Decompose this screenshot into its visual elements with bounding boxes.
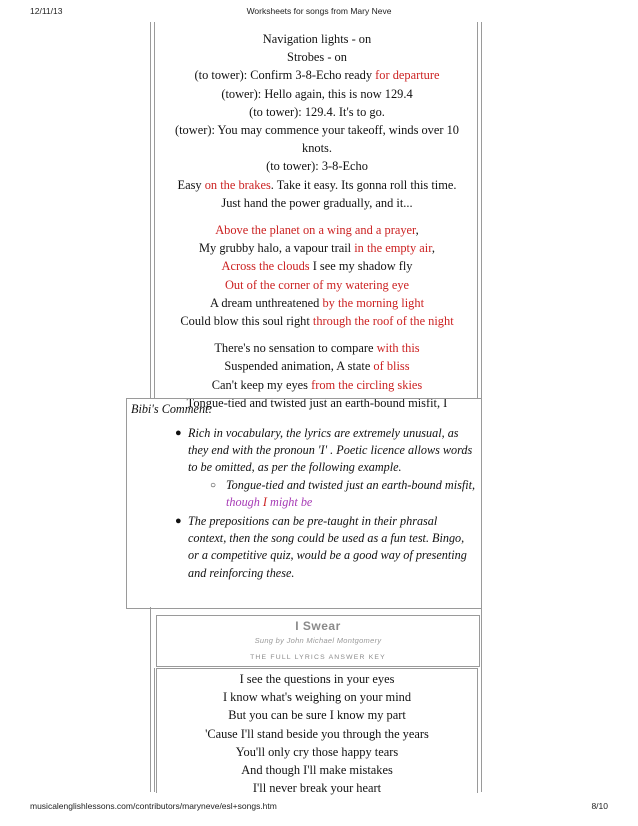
- lyric-highlight: of bliss: [373, 359, 410, 374]
- lyric-line: [156, 294, 478, 312]
- song-header: [156, 615, 480, 667]
- omitted-word-i: I: [262, 494, 267, 509]
- lyric-line: [156, 157, 478, 175]
- song-title: I Swear: [295, 619, 341, 633]
- lyric-highlight: in the empty air: [354, 241, 432, 256]
- song-lyric-line: And though I'll make mistakes: [241, 763, 393, 778]
- song-lyric-line: I know what's weighing on your mind: [222, 690, 412, 705]
- lyric-text: (to tower): 129.4. It's to go.: [249, 104, 385, 119]
- answer-key-label: THE FULL LYRICS ANSWER KEY: [250, 654, 386, 661]
- page-footer: [0, 801, 638, 815]
- comment-list: [127, 425, 476, 584]
- lyric-text: knots.: [302, 141, 332, 156]
- frame-line-left-outer: [150, 22, 151, 398]
- song-lyric-line: 'Cause I'll stand beside you through the years: [205, 726, 429, 741]
- lyric-text: Just hand the power gradually, and it...: [221, 195, 413, 210]
- page-title: Worksheets for songs from Mary Neve: [246, 6, 392, 16]
- lyric-text: I see my shadow fly: [309, 259, 413, 274]
- page-number: 8/10: [591, 801, 608, 811]
- lyric-text: ,: [431, 241, 435, 256]
- song-lyric-line: I'll never break your heart: [252, 781, 382, 796]
- comment-bullet-text: Rich in vocabulary, the lyrics are extremely unusual, as they end with the pronoun 'I' . Poetic licence allows words to be omitted, as per the following example.: [188, 426, 473, 475]
- lyric-line: [156, 103, 478, 121]
- sub-example-text: Tongue-tied and twisted just an earth-bound misfit,: [226, 477, 476, 492]
- lyric-highlight: Above the planet on a wing and a prayer: [215, 223, 416, 238]
- lyric-text: . Take it easy. Its gonna roll this time.: [270, 177, 457, 192]
- omitted-word-though: though: [226, 494, 260, 509]
- frame-line-right-outer-lower: [481, 607, 482, 792]
- lyric-line: [156, 239, 478, 257]
- song-lyrics: [156, 670, 478, 797]
- lyric-text: (tower): Hello again, this is now 129.4: [221, 86, 413, 101]
- comment-bullet: [175, 425, 476, 511]
- print-date: 12/11/13: [30, 6, 63, 16]
- lyric-highlight: with this: [376, 341, 420, 356]
- lyric-text: (to tower): 3-8-Echo: [266, 159, 368, 174]
- lyric-highlight: for departure: [375, 68, 440, 83]
- lyric-line: [156, 48, 478, 66]
- lyric-text: Could blow this soul right: [180, 314, 313, 329]
- bullet-dot-icon: ●: [175, 427, 182, 439]
- lyric-line: [156, 357, 478, 375]
- lyric-text: My grubby halo, a vapour trail: [199, 241, 355, 256]
- comment-bullet: [175, 513, 476, 582]
- lyric-line: [156, 376, 478, 394]
- frame-line-left-inner-lower: [154, 668, 155, 792]
- lyric-line: [156, 66, 478, 84]
- lyric-text: Can't keep my eyes: [211, 377, 312, 392]
- comment-sublist: [188, 477, 476, 511]
- lyric-highlight: by the morning light: [322, 295, 425, 310]
- page-header: [0, 6, 638, 20]
- lyric-text: (to tower): Confirm 3-8-Echo ready: [194, 68, 376, 83]
- lyric-text: There's no sensation to compare: [214, 341, 377, 356]
- lyric-line: [156, 312, 478, 330]
- lyric-text: (tower): You may commence your takeoff, winds over 10: [174, 123, 459, 138]
- lyric-text: Easy: [177, 177, 205, 192]
- comment-bullet-text: The prepositions can be pre-taught in their phrasal context, then the song could be used as a fun test. Bingo, or a competitive quiz, would be a good way of presenting and reinforcing these.: [188, 514, 467, 580]
- lyric-line: [156, 276, 478, 294]
- lyric-highlight: through the roof of the night: [312, 314, 454, 329]
- song-lyric-line: You'll only cry those happy tears: [235, 744, 399, 759]
- lyrics-stanza-block: [156, 30, 478, 412]
- stanza-middle: [156, 221, 478, 330]
- lyric-line: [156, 221, 478, 239]
- song-subtitle: Sung by John Michael Montgomery: [254, 636, 382, 645]
- lyric-text: Suspended animation, A state: [224, 359, 374, 374]
- source-url: musicalenglishlessons.com/contributors/maryneve/esl+songs.htm: [30, 801, 277, 811]
- frame-line-right-outer: [481, 22, 482, 398]
- lyric-line: [156, 139, 478, 157]
- stanza-top: [156, 30, 478, 212]
- lyric-text: Navigation lights - on: [262, 32, 372, 46]
- comment-title: Bibi's Comment:: [131, 402, 213, 416]
- lyric-highlight: from the circling skies: [311, 377, 423, 392]
- circle-bullet-icon: ○: [210, 479, 217, 491]
- omitted-word-might-be: might be: [270, 494, 313, 509]
- lyric-text: Tongue-tied and twisted just an earth-bound misfit, I: [186, 395, 448, 410]
- lyric-highlight: on the brakes: [204, 177, 271, 192]
- bullet-dot-icon: ●: [175, 515, 182, 528]
- lyric-line: [156, 257, 478, 275]
- lyric-text: Strobes - on: [287, 50, 347, 65]
- lyric-text: ,: [415, 223, 419, 238]
- lyric-highlight: Across the clouds: [221, 259, 310, 274]
- lyric-text: A dream unthreatened: [209, 295, 323, 310]
- frame-line-left-inner: [154, 22, 155, 398]
- song-lyric-line: But you can be sure I know my part: [228, 708, 406, 723]
- lyric-line: [156, 121, 478, 139]
- lyric-highlight: Out of the corner of my watering eye: [224, 277, 410, 292]
- lyric-line: [156, 30, 478, 48]
- song-lyric-line: I see the questions in your eyes: [239, 672, 395, 686]
- comment-box: [126, 395, 482, 609]
- lyric-line: [156, 194, 478, 212]
- lyric-line: [156, 176, 478, 194]
- frame-line-left-outer-lower: [150, 607, 151, 792]
- lyric-line: [156, 339, 478, 357]
- lyric-line: [156, 85, 478, 103]
- comment-sub-bullet: [210, 477, 476, 511]
